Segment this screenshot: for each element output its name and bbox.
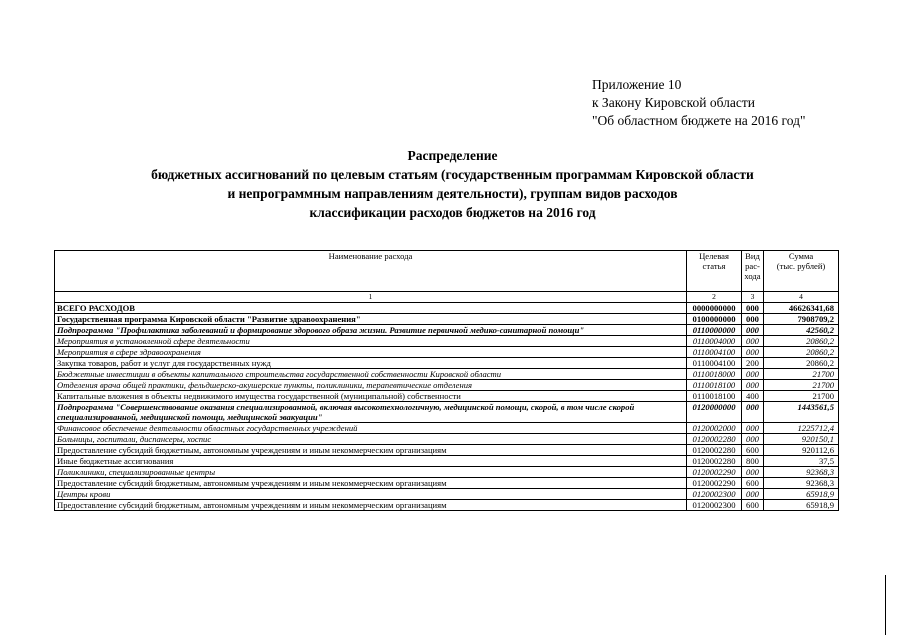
row-amount: 20860,2 <box>764 347 839 358</box>
row-name: Предоставление субсидий бюджетным, автономным учреждениям и иным некоммерческим организациям <box>55 500 687 511</box>
row-name: Предоставление субсидий бюджетным, автономным учреждениям и иным некоммерческим организациям <box>55 445 687 456</box>
budget-table <box>54 250 839 511</box>
row-name: Закупка товаров, работ и услуг для государственных нужд <box>55 358 687 369</box>
row-expense-type: 000 <box>742 423 764 434</box>
row-name: Центры крови <box>55 489 687 500</box>
column-number-row <box>55 292 839 303</box>
row-target-article: 0120002300 <box>687 489 742 500</box>
appendix-line-1: Приложение 10 <box>592 77 682 92</box>
row-expense-type: 000 <box>742 402 764 423</box>
row-expense-type: 000 <box>742 434 764 445</box>
table-row <box>55 336 839 347</box>
col-number: 4 <box>764 292 839 303</box>
row-amount: 21700 <box>764 369 839 380</box>
row-target-article: 0110018000 <box>687 369 742 380</box>
row-amount: 20860,2 <box>764 358 839 369</box>
row-expense-type: 600 <box>742 478 764 489</box>
row-amount: 42560,2 <box>764 325 839 336</box>
table-row <box>55 303 839 314</box>
row-expense-type: 600 <box>742 445 764 456</box>
header-expense-type: Вид рас- хода <box>742 251 764 292</box>
row-expense-type: 000 <box>742 347 764 358</box>
title-line-4: классификации расходов бюджетов на 2016 год <box>309 205 596 220</box>
row-amount: 37,5 <box>764 456 839 467</box>
row-name: Мероприятия в сфере здравоохранения <box>55 347 687 358</box>
row-name: ВСЕГО РАСХОДОВ <box>55 303 687 314</box>
col-number: 3 <box>742 292 764 303</box>
row-name: Подпрограмма "Совершенствование оказания специализированной, включая высокотехнологичную, медицинской помощи, скорой, в том числе скорой специализированной, медицинской помощи, медицинской эвакуации" <box>55 402 687 423</box>
table-row <box>55 423 839 434</box>
table-row <box>55 314 839 325</box>
table-row <box>55 369 839 380</box>
header-target-article: Целевая статья <box>687 251 742 292</box>
row-amount: 46626341,68 <box>764 303 839 314</box>
scan-edge-line <box>885 575 886 635</box>
row-amount: 65918,9 <box>764 489 839 500</box>
table-row <box>55 391 839 402</box>
row-target-article: 0120002280 <box>687 445 742 456</box>
row-amount: 21700 <box>764 380 839 391</box>
row-expense-type: 000 <box>742 369 764 380</box>
row-amount: 92368,3 <box>764 478 839 489</box>
row-target-article: 0120002290 <box>687 478 742 489</box>
table-row <box>55 358 839 369</box>
row-target-article: 0120002290 <box>687 467 742 478</box>
table-row <box>55 467 839 478</box>
row-amount: 65918,9 <box>764 500 839 511</box>
row-target-article: 0110004100 <box>687 358 742 369</box>
table-row <box>55 434 839 445</box>
row-target-article: 0120002280 <box>687 434 742 445</box>
row-expense-type: 400 <box>742 391 764 402</box>
row-expense-type: 000 <box>742 325 764 336</box>
table-row <box>55 402 839 423</box>
row-amount: 7908709,2 <box>764 314 839 325</box>
table-row <box>55 325 839 336</box>
row-target-article: 0110004100 <box>687 347 742 358</box>
row-name: Иные бюджетные ассигнования <box>55 456 687 467</box>
title-line-3: и непрограммным направлениям деятельности), группам видов расходов <box>227 186 678 201</box>
header-name: Наименование расхода <box>55 251 687 292</box>
appendix-line-3: "Об областном бюджете на 2016 год" <box>592 113 806 128</box>
table-row <box>55 500 839 511</box>
row-target-article: 0110004000 <box>687 336 742 347</box>
row-target-article: 0120002280 <box>687 456 742 467</box>
row-target-article: 0120002000 <box>687 423 742 434</box>
row-name: Подпрограмма "Профилактика заболеваний и формирование здорового образа жизни. Развитие первичной медико-санитарной помощи" <box>55 325 687 336</box>
table-header-row <box>55 251 839 292</box>
row-name: Бюджетные инвестиции в объекты капитального строительства государственной собственности Кировской области <box>55 369 687 380</box>
table-body <box>55 303 839 511</box>
row-expense-type: 000 <box>742 303 764 314</box>
row-amount: 920150,1 <box>764 434 839 445</box>
table-row <box>55 445 839 456</box>
row-expense-type: 000 <box>742 489 764 500</box>
appendix-line-2: к Закону Кировской области <box>592 95 756 110</box>
row-name: Отделения врача общей практики, фельдшерско-акушерские пункты, поликлиники, терапевтические отделения <box>55 380 687 391</box>
table-row <box>55 478 839 489</box>
row-name: Капитальные вложения в объекты недвижимого имущества государственной (муниципальной) собственности <box>55 391 687 402</box>
table-row <box>55 347 839 358</box>
col-number: 1 <box>55 292 687 303</box>
header-sum: Сумма (тыс. рублей) <box>764 251 839 292</box>
row-name: Государственная программа Кировской области "Развитие здравоохранения" <box>55 314 687 325</box>
row-expense-type: 000 <box>742 336 764 347</box>
row-expense-type: 000 <box>742 314 764 325</box>
row-target-article: 0120000000 <box>687 402 742 423</box>
table-row <box>55 380 839 391</box>
row-name: Мероприятия в установленной сфере деятельности <box>55 336 687 347</box>
row-name: Предоставление субсидий бюджетным, автономным учреждениям и иным некоммерческим организациям <box>55 478 687 489</box>
row-target-article: 0100000000 <box>687 314 742 325</box>
row-target-article: 0120002300 <box>687 500 742 511</box>
row-target-article: 0000000000 <box>687 303 742 314</box>
row-expense-type: 000 <box>742 467 764 478</box>
appendix-block <box>592 76 806 130</box>
row-name: Больницы, госпитали, диспансеры, хоспис <box>55 434 687 445</box>
row-name: Финансовое обеспечение деятельности областных государственных учреждений <box>55 423 687 434</box>
table-row <box>55 489 839 500</box>
row-amount: 21700 <box>764 391 839 402</box>
row-amount: 92368,3 <box>764 467 839 478</box>
table-row <box>55 456 839 467</box>
row-target-article: 0110000000 <box>687 325 742 336</box>
row-amount: 1225712,4 <box>764 423 839 434</box>
row-amount: 20860,2 <box>764 336 839 347</box>
title-line-1: Распределение <box>407 148 498 163</box>
row-amount: 1443561,5 <box>764 402 839 423</box>
row-target-article: 0110018100 <box>687 391 742 402</box>
row-expense-type: 000 <box>742 380 764 391</box>
row-amount: 920112,6 <box>764 445 839 456</box>
document-title <box>0 146 905 222</box>
title-line-2: бюджетных ассигнований по целевым статьям (государственным программам Кировской области <box>151 167 754 182</box>
row-expense-type: 600 <box>742 500 764 511</box>
row-expense-type: 800 <box>742 456 764 467</box>
col-number: 2 <box>687 292 742 303</box>
row-name: Поликлиники, специализированные центры <box>55 467 687 478</box>
row-expense-type: 200 <box>742 358 764 369</box>
row-target-article: 0110018100 <box>687 380 742 391</box>
